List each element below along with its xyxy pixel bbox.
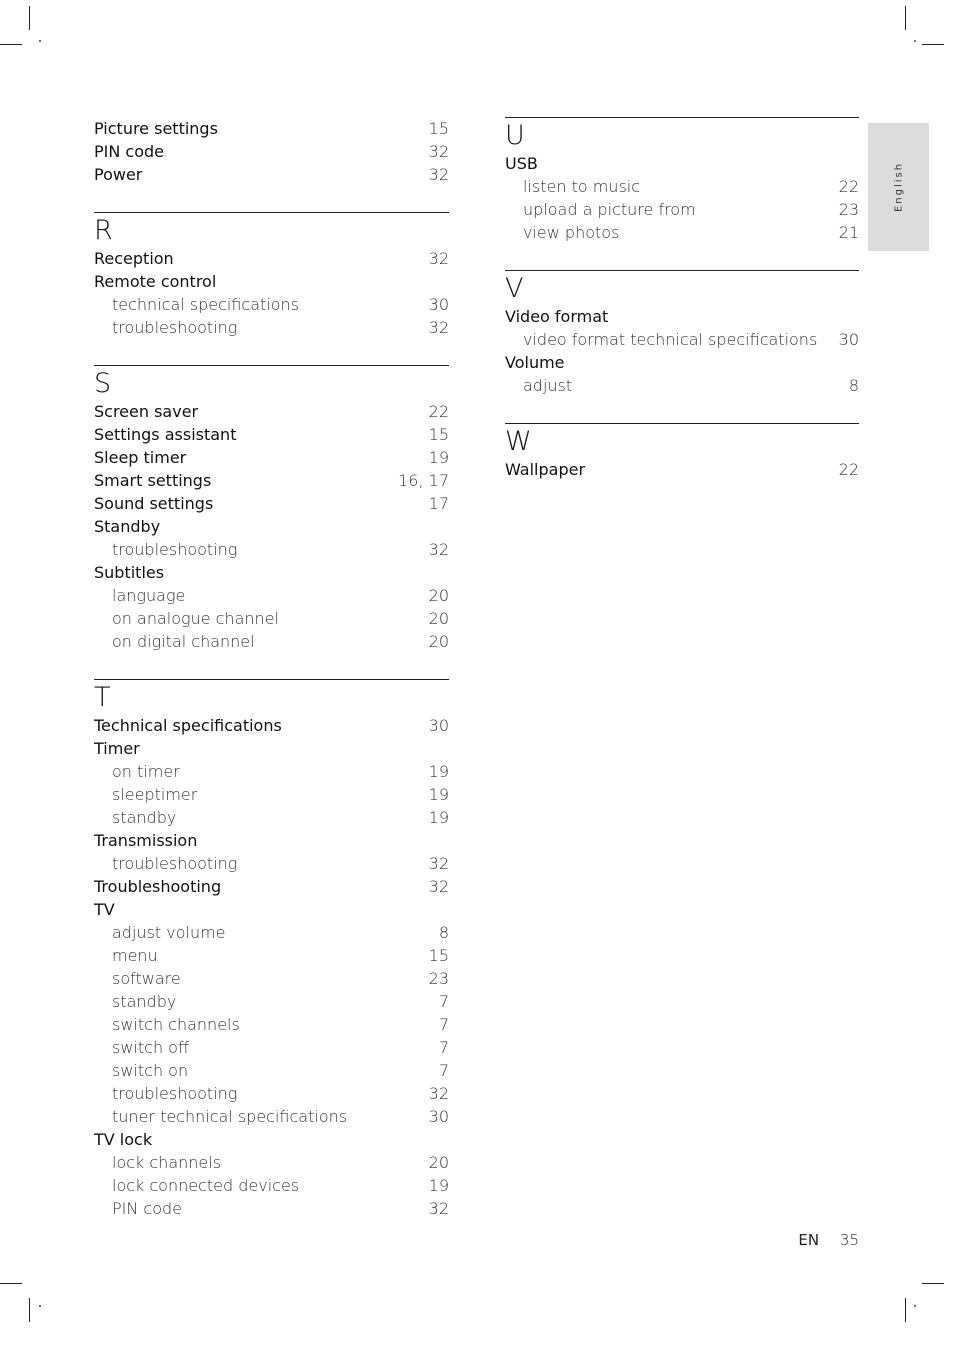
crop-mark (922, 1283, 944, 1284)
page-number: 35 (839, 1231, 859, 1249)
index-subentry (94, 538, 449, 561)
section-letter: W (505, 426, 532, 457)
index-term: video format technical specifications (523, 330, 818, 349)
index-subentry (94, 783, 449, 806)
index-subentry (94, 921, 449, 944)
index-subentry (505, 198, 859, 221)
index-term: adjust volume (112, 923, 226, 942)
crop-mark (0, 1283, 22, 1284)
index-page-ref: 30 (428, 716, 449, 735)
index-term: troubleshooting (112, 854, 238, 873)
registration-dot (39, 1305, 41, 1307)
index-page-ref: 20 (428, 586, 449, 605)
index-term: Sound settings (94, 494, 214, 513)
index-term: listen to music (523, 177, 641, 196)
index-page-ref: 15 (428, 425, 449, 444)
index-term: Wallpaper (505, 460, 586, 479)
registration-dot (39, 40, 41, 42)
index-entry (94, 561, 449, 584)
index-term: USB (505, 154, 538, 173)
language-tab (868, 123, 929, 251)
index-subentry (94, 1174, 449, 1197)
index-term: Sleep timer (94, 448, 187, 467)
index-page-ref: 19 (428, 1176, 449, 1195)
index-entry (505, 305, 859, 328)
index-subentry (94, 1036, 449, 1059)
index-term: lock channels (112, 1153, 222, 1172)
index-page-ref: 16, 17 (398, 471, 449, 490)
index-subentry (505, 221, 859, 244)
index-term: Screen saver (94, 402, 199, 421)
index-entry (94, 140, 449, 163)
index-term: tuner technical specifications (112, 1107, 348, 1126)
index-term: Standby (94, 517, 161, 536)
index-term: PIN code (94, 142, 165, 161)
index-term: Video format (505, 307, 609, 326)
index-page-ref: 20 (428, 1153, 449, 1172)
index-term: Smart settings (94, 471, 212, 490)
index-page-ref: 20 (428, 632, 449, 651)
index-entry (94, 270, 449, 293)
index-term: switch channels (112, 1015, 240, 1034)
index-subentry (94, 967, 449, 990)
index-section (505, 117, 859, 244)
index-term: switch off (112, 1038, 189, 1057)
crop-mark (922, 44, 944, 45)
index-page-ref: 32 (428, 142, 449, 161)
index-term: Picture settings (94, 119, 218, 138)
index-entry (94, 515, 449, 538)
index-subentry (94, 316, 449, 339)
index-term: Remote control (94, 272, 217, 291)
language-tab-label: English (893, 161, 904, 213)
index-term: Reception (94, 249, 174, 268)
page-footer (798, 1230, 859, 1250)
index-term: upload a picture from (523, 200, 696, 219)
index-subentry (94, 1151, 449, 1174)
index-page-ref: 23 (428, 969, 449, 988)
index-entry (94, 423, 449, 446)
index-subentry (94, 852, 449, 875)
index-entry (94, 875, 449, 898)
index-subentry (94, 584, 449, 607)
index-subentry (505, 175, 859, 198)
index-page-ref: 32 (428, 318, 449, 337)
index-page-ref: 22 (838, 177, 859, 196)
index-subentry (94, 806, 449, 829)
index-page-ref: 32 (428, 165, 449, 184)
index-entry (505, 458, 859, 481)
index-subentry (94, 1082, 449, 1105)
index-section (94, 212, 449, 339)
index-page-ref: 19 (428, 785, 449, 804)
index-term: technical specifications (112, 295, 300, 314)
crop-mark (905, 6, 906, 30)
index-section (94, 679, 449, 1220)
index-column-left (94, 117, 449, 1220)
index-sections-right (505, 117, 859, 481)
index-term: sleeptimer (112, 785, 198, 804)
index-term: Timer (94, 739, 140, 758)
index-page-ref: 22 (838, 460, 859, 479)
index-term: Volume (505, 353, 565, 372)
index-entry (94, 714, 449, 737)
index-subentry (94, 1105, 449, 1128)
crop-mark (905, 1298, 906, 1322)
section-letter: V (505, 273, 524, 304)
index-page-ref: 19 (428, 762, 449, 781)
index-term: troubleshooting (112, 540, 238, 559)
index-term: on digital channel (112, 632, 255, 651)
index-page-ref: 8 (438, 923, 449, 942)
crop-mark (29, 1298, 30, 1322)
index-subentry (94, 293, 449, 316)
index-page-ref: 7 (438, 1038, 449, 1057)
index-subentry (94, 1059, 449, 1082)
registration-dot (914, 40, 916, 42)
index-term: Technical specifications (94, 716, 282, 735)
index-entry (94, 1128, 449, 1151)
index-page-ref: 7 (438, 1015, 449, 1034)
index-entry (94, 737, 449, 760)
index-term: Power (94, 165, 143, 184)
index-entry (94, 446, 449, 469)
section-letter: R (94, 215, 113, 246)
index-section (505, 423, 859, 481)
index-term: Troubleshooting (94, 877, 222, 896)
index-subentry (94, 760, 449, 783)
index-entry (505, 152, 859, 175)
index-page-ref: 32 (428, 540, 449, 559)
index-term: menu (112, 946, 158, 965)
index-page-ref: 20 (428, 609, 449, 628)
index-page-ref: 17 (428, 494, 449, 513)
index-page-ref: 22 (428, 402, 449, 421)
index-term: on timer (112, 762, 180, 781)
index-subentry (94, 1197, 449, 1220)
index-term: troubleshooting (112, 318, 238, 337)
index-term: standby (112, 808, 177, 827)
index-entry (505, 351, 859, 374)
index-page-ref: 32 (428, 249, 449, 268)
index-entry (94, 898, 449, 921)
index-term: switch on (112, 1061, 189, 1080)
index-column-right (505, 117, 859, 481)
registration-dot (914, 1305, 916, 1307)
index-page-ref: 15 (428, 946, 449, 965)
index-entry (94, 492, 449, 515)
index-entry (94, 469, 449, 492)
index-entry (94, 117, 449, 140)
index-term: adjust (523, 376, 573, 395)
index-subentry (94, 990, 449, 1013)
index-subentry (94, 944, 449, 967)
index-term: lock connected devices (112, 1176, 300, 1195)
crop-mark (29, 6, 30, 30)
index-page-ref: 23 (838, 200, 859, 219)
index-entry (94, 163, 449, 186)
index-page-ref: 32 (428, 854, 449, 873)
index-page-ref: 30 (838, 330, 859, 349)
index-page-ref: 30 (428, 1107, 449, 1126)
index-page-ref: 15 (428, 119, 449, 138)
index-page-ref: 8 (848, 376, 859, 395)
index-page-ref: 30 (428, 295, 449, 314)
footer-language: EN (798, 1231, 820, 1249)
index-section (505, 270, 859, 397)
index-page-ref: 19 (428, 448, 449, 467)
index-term: TV lock (94, 1130, 153, 1149)
index-page-ref: 32 (428, 1084, 449, 1103)
index-term: on analogue channel (112, 609, 279, 628)
index-term: troubleshooting (112, 1084, 238, 1103)
index-sections-left (94, 212, 449, 1220)
index-term: Transmission (94, 831, 198, 850)
index-entry (94, 247, 449, 270)
index-term: standby (112, 992, 177, 1011)
crop-mark (0, 44, 22, 45)
index-entry (94, 400, 449, 423)
index-top-entries (94, 117, 449, 186)
index-section (94, 365, 449, 653)
index-term: Settings assistant (94, 425, 237, 444)
section-letter: S (94, 368, 112, 399)
section-letter: T (94, 682, 111, 713)
section-letter: U (505, 120, 525, 151)
index-subentry (94, 630, 449, 653)
index-term: Subtitles (94, 563, 165, 582)
index-term: view photos (523, 223, 620, 242)
index-term: software (112, 969, 181, 988)
index-term: language (112, 586, 186, 605)
index-page-ref: 19 (428, 808, 449, 827)
index-page-ref: 7 (438, 992, 449, 1011)
index-page-ref: 21 (838, 223, 859, 242)
index-page-ref: 7 (438, 1061, 449, 1080)
index-page-ref: 32 (428, 1199, 449, 1218)
index-subentry (94, 607, 449, 630)
index-subentry (94, 1013, 449, 1036)
index-page-ref: 32 (428, 877, 449, 896)
index-subentry (505, 328, 859, 351)
index-subentry (505, 374, 859, 397)
index-entry (94, 829, 449, 852)
index-term: TV (94, 900, 115, 919)
index-term: PIN code (112, 1199, 183, 1218)
